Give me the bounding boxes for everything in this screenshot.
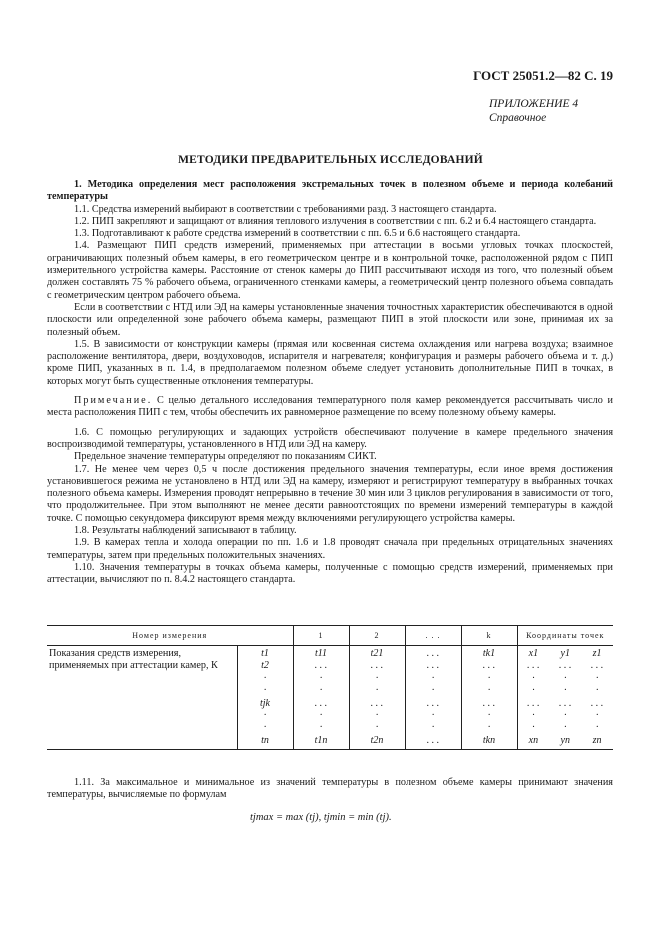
section-title: МЕТОДИКИ ПРЕДВАРИТЕЛЬНЫХ ИССЛЕДОВАНИЙ [178, 154, 483, 166]
col-coordinates: x1 y1 z1 . . . . . . . . . · · · · · · . . . . . . . . . · · · · · · xn yn zn [517, 646, 613, 750]
col-k: tk1 . . . · · . . . · · tkn [461, 646, 517, 750]
row-label: Показания средств измерения, применяемых при аттестации камер, К [47, 646, 237, 750]
body-text-after-table [47, 777, 613, 802]
table-header: 2 [349, 626, 405, 646]
appendix-type: Справочное [489, 112, 547, 124]
paragraph: 1.1. Средства измерений выбирают в соответствии с требованиями разд. 3 настоящего стандарта. [74, 203, 497, 215]
table-header: 1 [293, 626, 349, 646]
table-header: Номер измерения [47, 626, 293, 646]
appendix-name: ПРИЛОЖЕНИЕ 4 [489, 98, 579, 110]
measurement-table [47, 625, 613, 750]
table-row [47, 646, 613, 750]
appendix-label [489, 97, 578, 125]
paragraph: 1.10. Значения температуры в точках объема камеры, полученные с помощью средств измерений, применяемых при аттестации, вычисляют по п. 8.4.2 настоящего стандарта. [47, 561, 613, 586]
formula: tjmax = max (tj), tjmin = min (tj). [250, 812, 392, 823]
paragraph: 1.3. Подготавливают к работе средства измерений в соответствии с пп. 6.5 и 6.6 настоящего стандарта. [74, 228, 521, 240]
col-1: t11 . . . · · . . . · · t1n [293, 646, 349, 750]
paragraph: 1.4. Размещают ПИП средств измерений, применяемых при аттестации в восьми угловых точках плоскостей, ограничивающих полезный объем камеры, в его геометрическом центре и в контрольной точке, расположенной рядом с ПИП измерительного устройства камеры. Расстояние от стенок камеры до ПИП рассчитывают исходя из того, что полезный объем должен составлять 75 % рабочего объема, ограниченного стенками камеры, а геометрический центр полезного объема совпадать с геометрическим центром рабочего объема. [47, 240, 613, 301]
page-header: ГОСТ 25051.2—82 С. 19 [473, 68, 613, 83]
paragraph: 1.2. ПИП закрепляют и защищают от влияния теплового излучения в соответствии с пп. 6.2 и 6.4 настоящего стандарта. [74, 215, 597, 227]
paragraph: Предельное значение температуры определяют по показаниям СИКТ. [74, 451, 377, 463]
table-header: . . . [405, 626, 461, 646]
note [47, 395, 613, 420]
paragraph: 1.9. В камерах тепла и холода операции по пп. 1.6 и 1.8 проводят сначала при предельных отрицательных значениях температуры, затем при предельных положительных значениях. [47, 537, 613, 561]
table-header-row [47, 626, 613, 646]
col-dots: . . . . . . · · . . . · · . . . [405, 646, 461, 750]
note-text: С целью детального исследования температурного поля камер рекомендуется рассчитывать число и места расположения ПИП с тем, чтобы обеспечить их равномерное размещение по всему полезному объему камеры. [47, 395, 614, 419]
col-2: t21 . . . · · . . . · · t2n [349, 646, 405, 750]
table-header: Координаты точек [517, 626, 613, 646]
paragraph: 1.7. Не менее чем через 0,5 ч после достижения предельного значения температуры, если иное время достижения установившегося режима не установлено в НТД или ЭД на камеру, измеряют и регистрируют температуру в выбранных точках полезного объема камеры. Измерения проводят непрерывно в течение 30 мин или 3 циклов регулирования в зависимости от того, что продолжительнее. При этом выполняют не менее десяти равноотстоящих по времени измерений температуры в каждой точке. С помощью секундомера фиксируют время между включениями регулирующего устройства камеры. [47, 463, 613, 524]
body-text [47, 179, 613, 587]
paragraph: Если в соответствии с НТД или ЭД на камеры установленные значения точностных характеристик обеспечиваются в одной плоскости или определенной зоне рабочего объема камеры, размещают ПИП в этой плоскости или зоне, принимая их за полезный объем. [47, 301, 613, 338]
paragraph: 1.8. Результаты наблюдений записывают в таблицу. [74, 525, 297, 537]
paragraph: 1.6. С помощью регулирующих и задающих устройств обеспечивают получение в камере предельного значения воспроизводимой температуры, установленного в НТД или ЭД на камеру. [47, 426, 613, 450]
col-t: t1 t2 · · tjk · · tn [237, 646, 293, 750]
note-label: Примечание. [74, 395, 153, 407]
paragraph: 1.11. За максимальное и минимальное из значений температуры в полезном объеме камеры принимают значения температуры, вычисляемые по формулам [47, 777, 613, 801]
heading-1: 1. Методика определения мест расположения экстремальных точек в полезном объеме и периода колебаний температуры [47, 179, 613, 203]
paragraph: 1.5. В зависимости от конструкции камеры (прямая или косвенная система охлаждения или нагрева воздуха; взаимное расположение вентилятора, двери, воздуховодов, испарителя и нагревателя; конфигурация и размеры рабочего объема и т. д.) кроме ПИП, указанных в п. 1.4, в предполагаемом полезном объеме следует установить дополнительные ПИП в точках, в которых могут быть существенные отклонения температуры. [47, 338, 613, 387]
table-header: k [461, 626, 517, 646]
